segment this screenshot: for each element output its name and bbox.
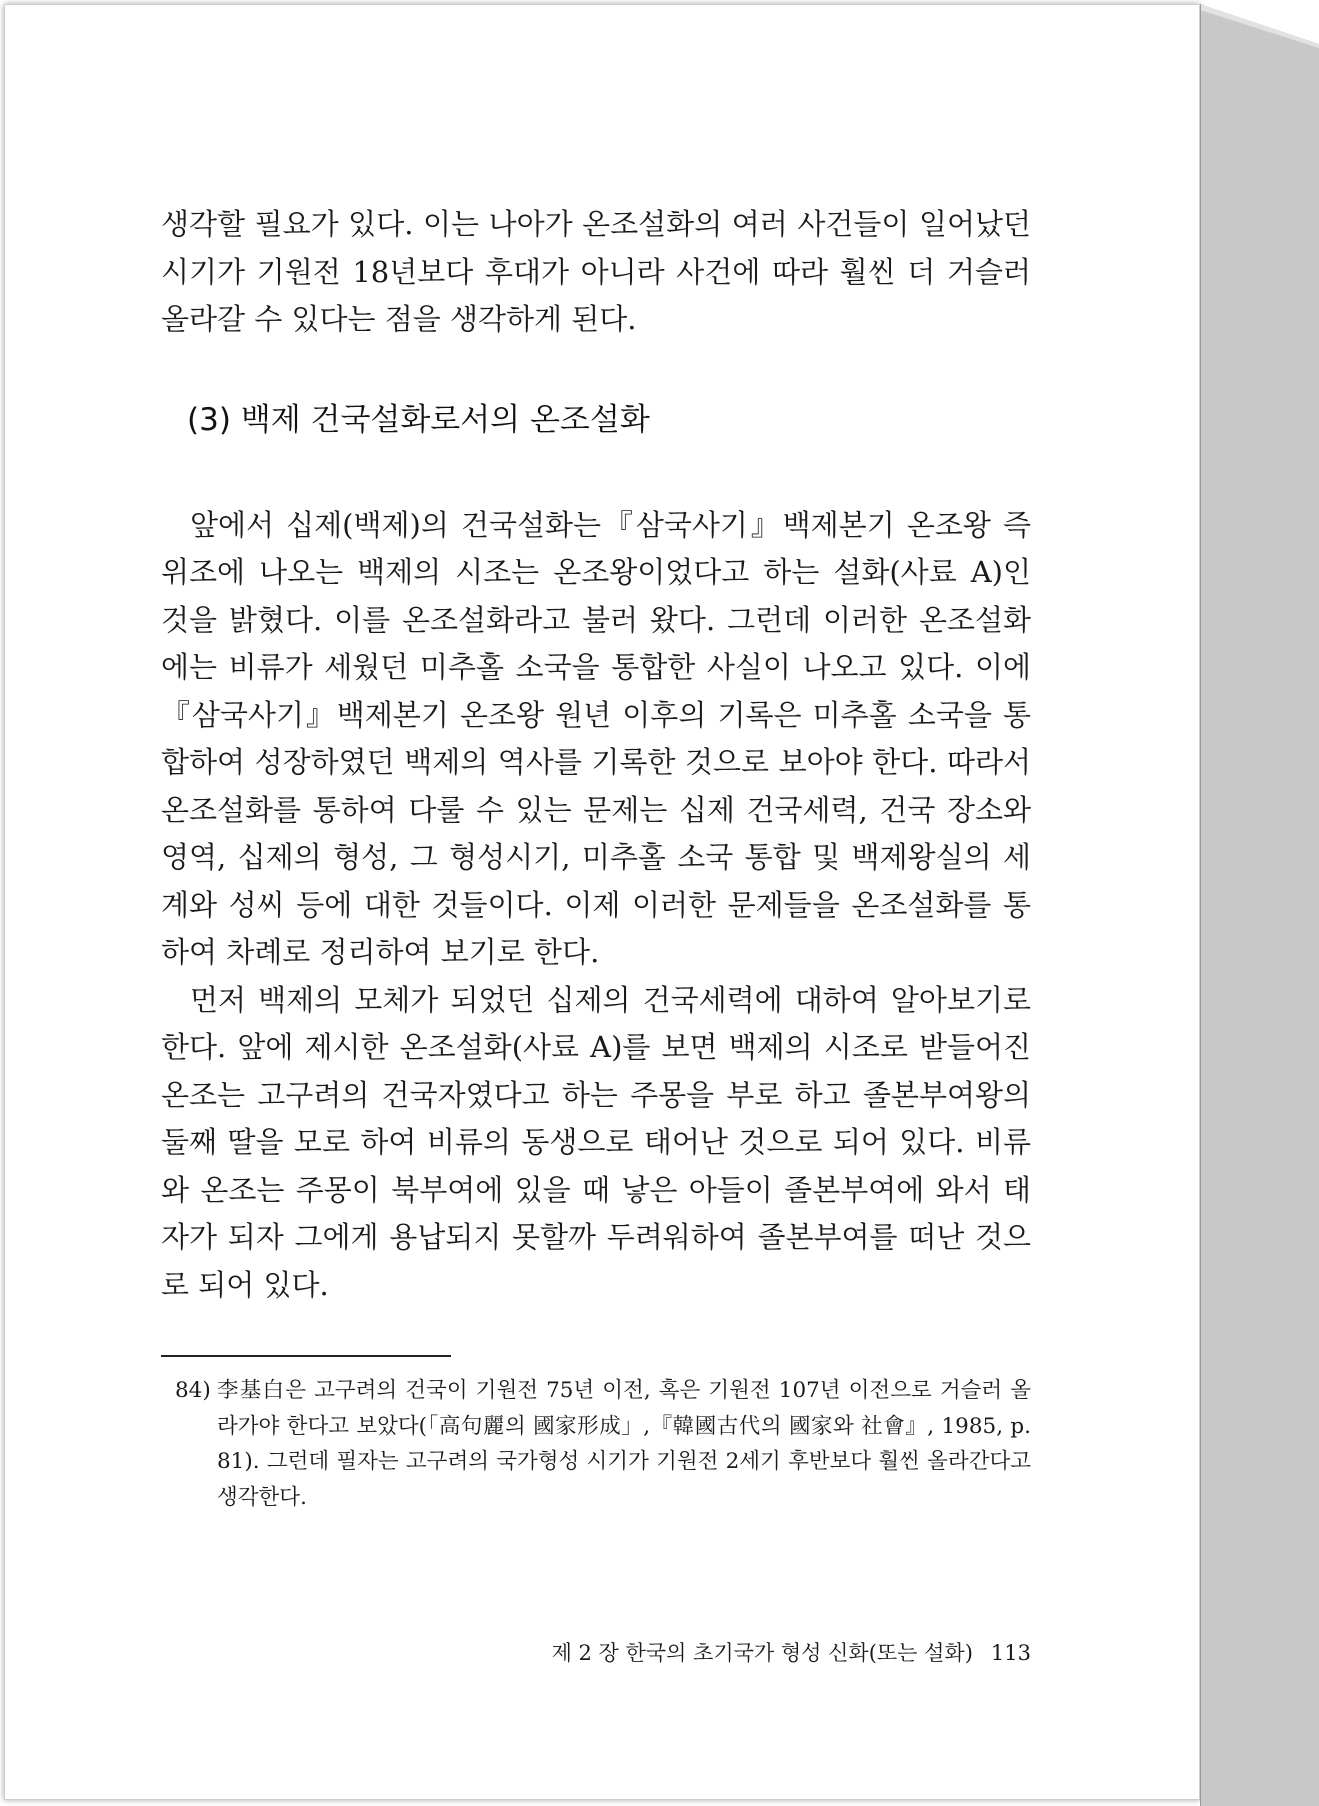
body-paragraph-continued: 생각할 필요가 있다. 이는 나아가 온조설화의 여러 사건들이 일어났던 시기가 기원전 18년보다 후대가 아니라 사건에 따라 훨씬 더 거슬러 올라갈 수 있다는 점을 생각하게 된다. (161, 207, 1031, 336)
page-number: 113 (990, 1641, 1031, 1665)
chapter-title: 제 2 장 한국의 초기국가 형성 신화(또는 설화) (551, 1641, 973, 1665)
footnote-divider (161, 1355, 451, 1357)
page-stack-edge (1200, 4, 1319, 1806)
running-footer (455, 1638, 1031, 1668)
footnote-marker: 84) (175, 1378, 211, 1403)
body-paragraph-2: 먼저 백제의 모체가 되었던 십제의 건국세력에 대하여 알아보기로 한다. 앞에 제시한 온조설화(사료 A)를 보면 백제의 시조로 받들어진 온조는 고구려의 건국자였다고 하는 주몽을 부로 하고 졸본부여왕의 둘째 딸을 모로 하여 비류의 동생으로 태어난 것으로 되어 있다. 비류와 온조는 주몽이 북부여에 있을 때 낳은 아들이 졸본부여에 와서 태자가 되자 그에게 용납되지 못할까 두려워하여 졸본부여를 떠난 것으로 되어 있다. (161, 982, 1031, 1302)
page-body (161, 201, 1031, 1515)
footnote-text: 李基白은 고구려의 건국이 기원전 75년 이전, 혹은 기원전 107년 이전으로 거슬러 올라가야 한다고 보았다(「高句麗의 國家形成」,『韓國古代의 國家와 社會』, 1985, p. 81). 그런데 필자는 고구려의 국가형성 시기가 기원전 2세기 후반보다 훨씬 올라간다고 생각한다. (217, 1378, 1031, 1510)
book-page (4, 4, 1200, 1800)
section-heading: (3) 백제 건국설화로서의 온조설화 (187, 401, 650, 438)
footnote (161, 1373, 1031, 1515)
body-paragraph-1: 앞에서 십제(백제)의 건국설화는『삼국사기』백제본기 온조왕 즉위조에 나오는 백제의 시조는 온조왕이었다고 하는 설화(사료 A)인 것을 밝혔다. 이를 온조설화라고 불러 왔다. 그런데 이러한 온조설화에는 비류가 세웠던 미추홀 소국을 통합한 사실이 나오고 있다. 이에『삼국사기』백제본기 온조왕 원년 이후의 기록은 미추홀 소국을 통합하여 성장하였던 백제의 역사를 기록한 것으로 보아야 한다. 따라서 온조설화를 통하여 다룰 수 있는 문제는 십제 건국세력, 건국 장소와 영역, 십제의 형성, 그 형성시기, 미추홀 소국 통합 및 백제왕실의 세계와 성씨 등에 대한 것들이다. 이제 이러한 문제들을 온조설화를 통하여 차례로 정리하여 보기로 한다. (161, 507, 1031, 969)
